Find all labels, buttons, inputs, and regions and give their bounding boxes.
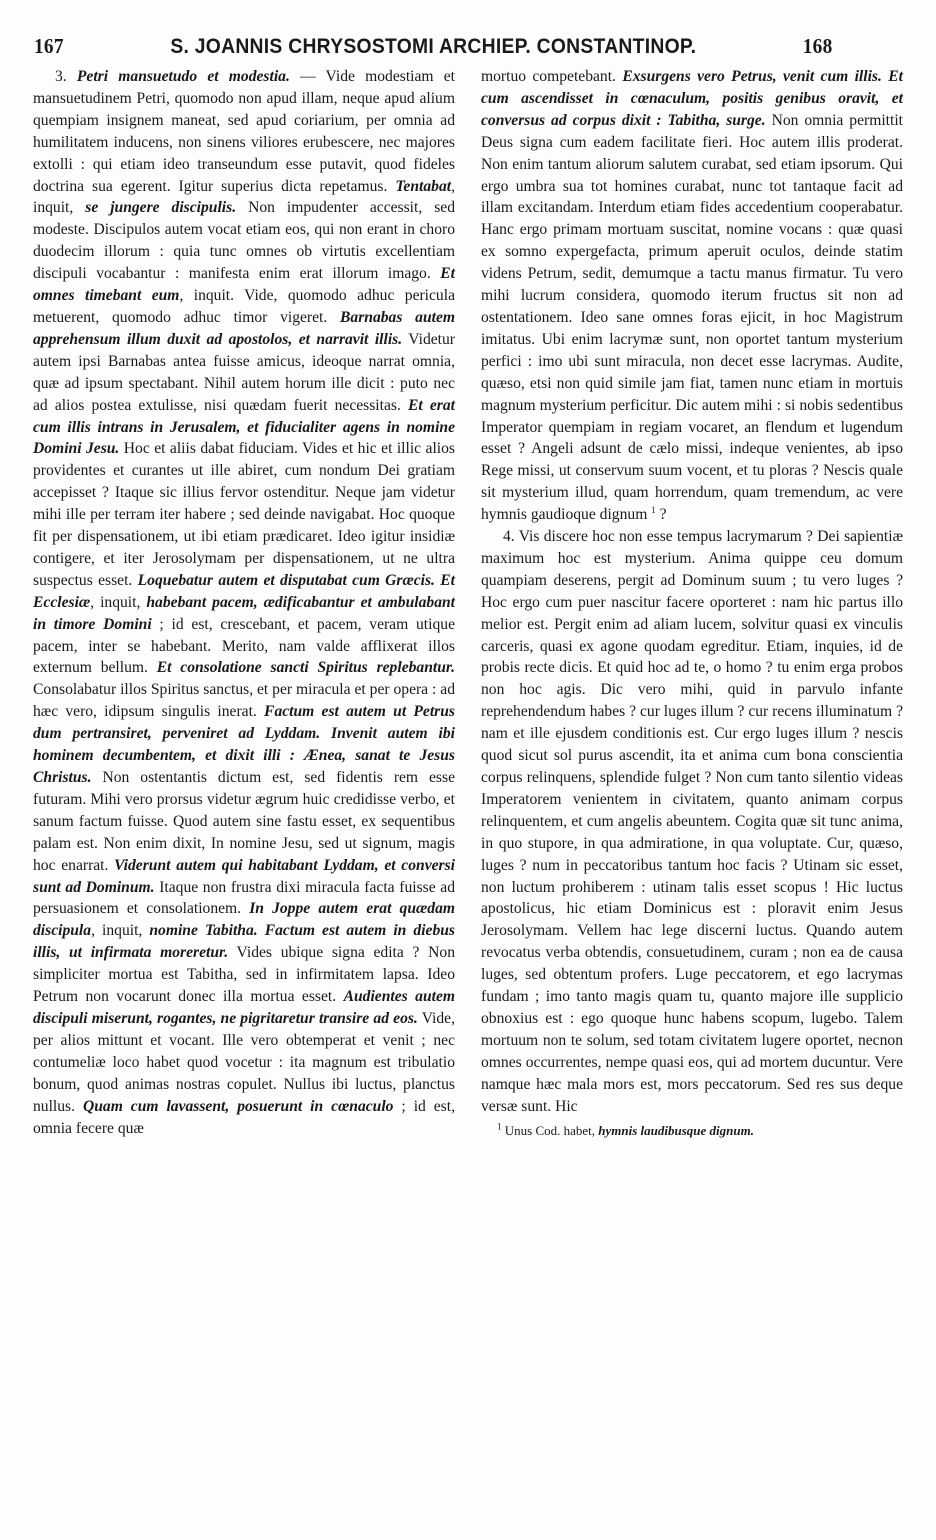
page-number-right: 168	[802, 34, 833, 58]
left-column: 3. Petri mansuetudo et modestia. — Vide modestiam et mansuetudinem Petri, quomodo non apud illam, neque apud alium quempiam insignem maneat, sed apud coriarium, per omnia ad humilitatem inducens, non sinens viliores erubescere, nec majores extolli : qui etiam ideo transeundum esse putavit, quod fideles doctrina sua egerent. Igitur superius dicta repetamus. Tentabat, inquit, se jungere discipulis. Non impudenter accessit, sed modeste. Discipulos autem vocat etiam eos, qui non erant in choro duodecim illorum : quia tunc omnes ob virtutis excellentiam discipuli vocabantur : manifesta enim erat illorum imago. Et omnes timebant eum, inquit. Vide, quomodo adhuc pericula metuerent, quomodo adhuc timor vigeret. Barnabas autem apprehensum illum duxit ad apostolos, et narravit illis. Videtur autem ipsi Barnabas antea fuisse amicus, ideoque narrat omnia, quæ ad ipsum spectabant. Nihil autem horum ille dicit : puto nec ad alios postea extulisse, nisi quædam fuerit necessitas. Et erat cum illis intrans in Jerusalem, et fiducialiter agens in nomine Domini Jesu. Hoc et aliis dabat fiduciam. Vides et hic et illic alios providentes et curantes ut ille abiret, cum nondum Dei gratiam accepisset ? Itaque sic illius fervor ostenditur. Neque jam videtur mihi ille per terram iter habere ; sed deinde navigabat. Hoc quoque fit per dispensationem, ut ibi etiam prædicaret. Ideo igitur insidiæ contigere, et iter Jerosolymam per dispensationem, ut ne ultra suspectus esset. Loquebatur autem et disputabat cum Græcis. Et Ecclesiæ, inquit, habebant pacem, ædificabantur et ambulabant in timore Domini ; id est, crescebant, et pacem, veram utique pacem, inter se habebant. Merito, nam valde afflixerat illos externum bellum. Et consolatione sancti Spiritus replebantur. Consolabatur illos Spiritus sanctus, et per miracula et per opera : ad hæc vero, idipsum singulis inerat. Factum est autem ut Petrus dum pertransiret, perveniret ad Lyddam. Invenit autem ibi hominem decumbentem, et dixit illi : Ænea, sanat te Jesus Christus. Non ostentantis dictum est, sed fidentis rem esse futuram. Mihi vero prorsus videtur ægrum huic credidisse verbo, et sanum factum fuisse. Quod autem sine fastu esset, ex sequentibus palam est. Non enim dixit, In nomine Jesu, sed ut signum, magis hoc enarrat. Viderunt autem qui habitabant Lyddam, et conversi sunt ad Dominum. Itaque non frustra dixi miracula facta fuisse ad persuasionem et consolationem. In Joppe autem erat quædam discipula, inquit, nomine Tabitha. Factum est autem in diebus illis, ut infirmata moreretur. Vides ubique signa edita ? Non simpliciter mortua est Tabitha, sed in infirmitatem lapsa. Ideo Petrum non vocarunt donec illa mortua esset. Audientes autem discipuli miserunt, rogantes, ne pigritaretur transire ad eos. Vide, per alios mittunt et vocant. Ille vero obtemperat et venit ; nec contumeliæ loco habet quod vocetur : ita magnum est tribulatio bonum, quod animas nostras copulet. Nullus ibi luctus, planctus nullus. Quam cum lavassent, posuerunt in cœnaculo ; id est, omnia fecere quæ	[33, 68, 456, 1137]
right-column	[481, 66, 903, 1140]
right-column-text: mortuo competebant. Exsurgens vero Petrus, venit cum illis. Et cum ascendisset in cœnaculum, positis genibus oravit, et conversus ad corpus dixit : Tabitha, surge. Non omnia permittit Deus signa cum eadem facilitate fieri. Hoc autem illis proderat. Non enim tantum aliorum salutem curabat, sed etiam ipsorum. Qui ergo umbra sua tot homines curabat, nunc tot tantaque facit ad illam excitandam. Interdum etiam fides accedentium cooperabatur. Hanc ergo primam mortuam suscitat, nomine vocans : quæ quasi ex somno expergefacta, primum aperuit oculos, deinde statim videns Petrum, sedit, demumque a tactu manus firmatur. Tu vero mihi lucrum considera, quomodo iterum fructus sit non ad ostentationem. Ideo sane omnes foras ejicit, in hoc Magistrum imitatus. Ubi enim lacrymæ sunt, non oportet tantum mysterium perfici : imo ubi sunt miracula, non decet esse lacrymas. Audite, quæso, etsi non quid simile jam fiat, tamen nunc etiam in mortuis magnum mysterium perficitur. Dic autem mihi : si nobis sedentibus Imperator quempiam in regiam vocaret, an flendum et lugendum esset ? Angeli adsunt de cælo missi, indeque venientes, ab ipso Rege missi, ut conservum suum vocent, et tu ploras ? Nescis quale sit mysterium illud, quam horrendum, quam tremendum, ac vere hymnis gaudioque dignum $^1$ ? 4. Vis discere hoc non esse tempus lacrymarum ? Dei sapientiæ maximum hoc est mysterium. Anima quippe ceu domum quampiam deserens, pergit ad Dominum suum ; tu vero luges ? Hoc ergo cum puer nascitur facere oporteret : nam hic partus illo melior est. Pergit enim ad aliam lucem, solvitur quasi ex vinculis carceris, quasi ex agone quodam egreditur. Etiam, inquies, id de probis recte dicis. Et quid hoc ad te, o homo ? tu enim erga probos non hoc agis. Dic vero mihi, quid in parvulo infante reprehendendum habes ? cur luges illum ? cur recens illuminatum ? nam et ille ejusdem conditionis est. Cur ergo luges illum ? nescis quod sicut sol purus ascendit, ita et anima cum bona conscientia corpus relinquens, splendide fulget ? Non cum tanto silentio videas Imperatorem venientem in civitatem, quanto animam corpus relinquentem, et cum angelis abeuntem. Cogita quæ sit tunc anima, in quo stupore, in qua admiratione, in qua voluptate. Cur, quæso, luges ? num in peccatoribus tantum hoc facis ? Utinam sic esset, non luctum prohiberem : utinam talis esset scopus ! Hic luctus apostolicus, hic etiam Dominicus est : ploravit enim Jesus Jerosolymam. Vellem hac lege discerni luctus. Quando autem revocatus verba obtendis, consuetudinem, curam ; non ea de causa luges, sed obtentum profers. Luge peccatorem, et ego lacrymas fundam ; imo tanto magis quam tu, quanto majore ille supplicio obnoxius est : ego quoque hunc habens scopum, lugebo. Talem mortuum non te solum, sed totam civitatem lugere oportet, necnon omnes occurrentes, nempe quasi eos, qui ad mortem ducuntur. Vere namque hæc mala mors est, mors peccatorum. Sed res sus deque versæ sunt. Hic	[481, 68, 903, 1115]
running-header	[34, 34, 833, 64]
footnote: $^1$ Unus Cod. habet, hymnis laudibusque dignum.	[497, 1121, 754, 1138]
page-number-left: 167	[34, 34, 64, 58]
running-title: S. JOANNIS CHRYSOSTOMI ARCHIEP. CONSTANTINOP.	[170, 35, 697, 58]
